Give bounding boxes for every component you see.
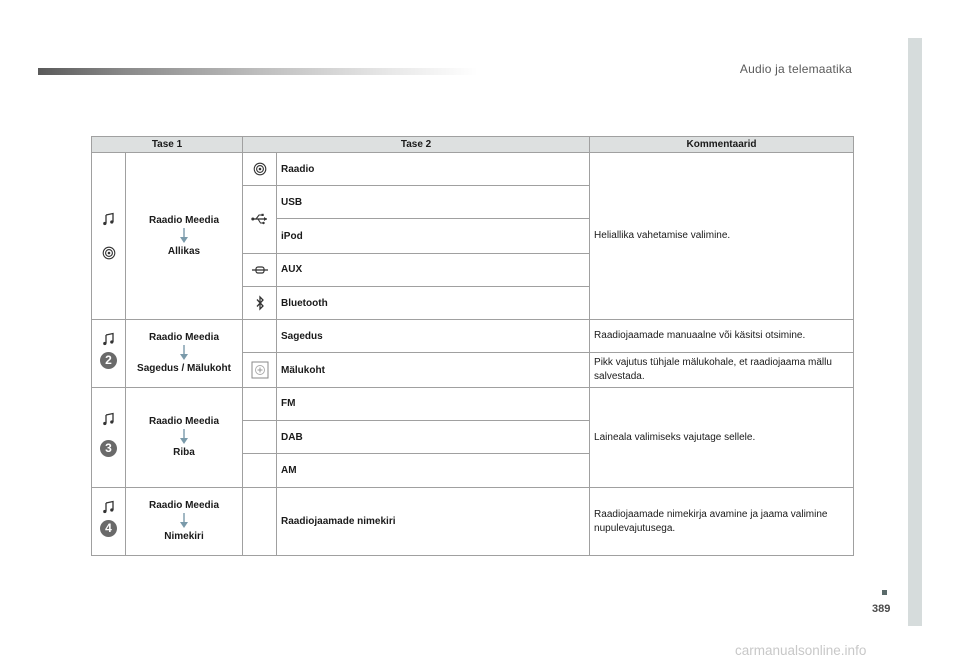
radio-icon — [253, 162, 267, 176]
level2-label: DAB — [277, 420, 590, 453]
comment-cell: Pikk vajutus tühjale mälukohale, et raadiojaama mällu salvestada. — [590, 353, 854, 387]
group2-level1 — [126, 320, 243, 387]
icon-cell — [243, 253, 277, 286]
music-note-icon — [102, 412, 116, 426]
column-header-level1: Tase 1 — [92, 137, 243, 153]
group1-level1 — [126, 153, 243, 320]
icon-cell — [243, 387, 277, 420]
comment-cell: Laineala valimiseks vajutage sellele. — [590, 387, 854, 488]
level1-label: Raadio Meedia — [148, 416, 220, 428]
page-marker — [882, 590, 887, 595]
usb-icon — [251, 213, 269, 225]
icon-cell — [243, 153, 277, 186]
level1-label: Raadio Meedia — [148, 500, 220, 512]
level2-label: Raadio — [277, 153, 590, 186]
music-note-icon — [102, 500, 116, 514]
arrow-down-icon — [179, 429, 189, 445]
menu-table — [91, 136, 854, 556]
level2-label: AM — [277, 454, 590, 488]
level1-sublabel: Allikas — [167, 245, 201, 257]
level2-label: AUX — [277, 253, 590, 286]
level1-label: Raadio Meedia — [148, 331, 220, 343]
watermark: carmanualsonline.info — [735, 643, 867, 658]
icon-cell — [243, 353, 277, 387]
icon-cell — [243, 488, 277, 556]
comment-cell: Raadiojaamade manuaalne või käsitsi otsimine. — [590, 320, 854, 353]
group4-icons — [92, 488, 126, 556]
group1-icons — [92, 153, 126, 320]
music-note-icon — [102, 332, 116, 346]
level2-label: USB — [277, 186, 590, 219]
table-row — [92, 153, 854, 186]
level2-label: Sagedus — [277, 320, 590, 353]
level2-label: Bluetooth — [277, 286, 590, 319]
table-header-row — [92, 137, 854, 153]
aux-icon — [251, 265, 269, 275]
level1-sublabel: Nimekiri — [164, 531, 204, 543]
column-header-level2: Tase 2 — [243, 137, 590, 153]
radio-icon — [102, 246, 116, 260]
level1-sublabel: Riba — [173, 447, 195, 459]
bluetooth-icon — [255, 295, 265, 311]
page-number: 389 — [872, 603, 891, 615]
level2-label: Mälukoht — [277, 353, 590, 387]
table-row — [92, 387, 854, 420]
comment-cell: Heliallika vahetamise valimine. — [590, 153, 854, 320]
section-title: Audio ja telemaatika — [739, 62, 852, 76]
level2-label: iPod — [277, 219, 590, 253]
arrow-down-icon — [179, 228, 189, 244]
arrow-down-icon — [179, 513, 189, 529]
group3-icons — [92, 387, 126, 488]
group3-level1 — [126, 387, 243, 488]
music-note-icon — [102, 212, 116, 226]
header-gradient-bar — [38, 68, 478, 75]
icon-cell — [243, 186, 277, 253]
add-preset-icon — [251, 361, 269, 379]
level1-label: Raadio Meedia — [148, 214, 220, 226]
table-row — [92, 488, 854, 556]
number-badge: 4 — [100, 520, 117, 537]
icon-cell — [243, 420, 277, 453]
icon-cell — [243, 454, 277, 488]
level2-label: Raadiojaamade nimekiri — [277, 488, 590, 556]
level2-label: FM — [277, 387, 590, 420]
arrow-down-icon — [179, 345, 189, 361]
number-badge: 2 — [100, 352, 117, 369]
group4-level1 — [126, 488, 243, 556]
column-header-comments: Kommentaarid — [590, 137, 854, 153]
comment-cell: Raadiojaamade nimekirja avamine ja jaama valimine nupulevajutusega. — [590, 488, 854, 556]
table-row — [92, 320, 854, 353]
side-strip — [908, 38, 922, 626]
level1-sublabel: Sagedus / Mälukoht — [137, 362, 231, 374]
group2-icons — [92, 320, 126, 387]
icon-cell — [243, 286, 277, 319]
number-badge: 3 — [100, 440, 117, 457]
icon-cell — [243, 320, 277, 353]
